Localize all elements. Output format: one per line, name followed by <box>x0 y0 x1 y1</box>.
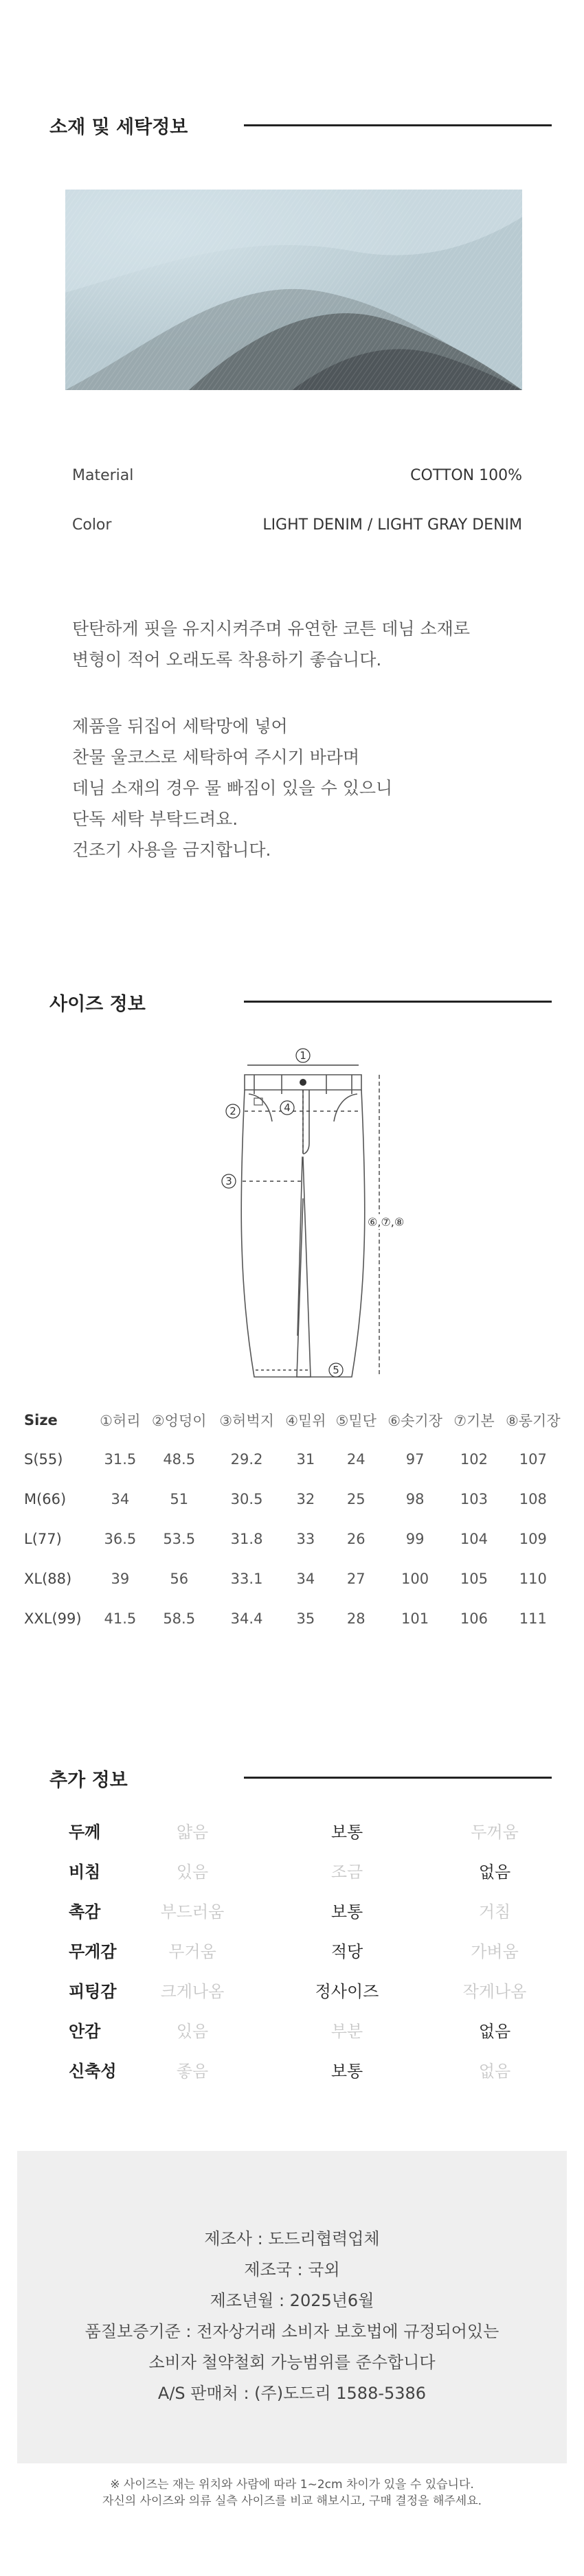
table-cell: 35 <box>296 1610 315 1627</box>
table-cell: 26 <box>346 1531 366 1547</box>
diagram-label-2: 2 <box>229 1105 236 1117</box>
washing-line: 데님 소재의 경우 물 빠짐이 있을 수 있으니 <box>72 778 393 798</box>
table-cell: 102 <box>460 1451 488 1468</box>
extra-info-label: 무게감 <box>69 1942 117 1961</box>
extra-info-option: 거침 <box>478 1902 511 1922</box>
material-section-title: 소재 및 세탁정보 <box>49 117 188 138</box>
extra-info-row <box>69 1933 563 1972</box>
washing-line: 제품을 뒤집어 세탁망에 넣어 <box>72 716 288 736</box>
table-cell: 99 <box>405 1531 425 1547</box>
table-cell: 28 <box>346 1610 366 1627</box>
manufacture-date-line: 제조년월 : 2025년6월 <box>210 2291 374 2310</box>
table-row <box>24 1599 567 1639</box>
table-cell: 111 <box>519 1610 547 1627</box>
header-hip: ②엉덩이 <box>151 1413 207 1429</box>
section-divider <box>244 124 552 126</box>
extra-info-option-selected: 없음 <box>478 2022 511 2041</box>
table-cell: 98 <box>405 1491 425 1507</box>
table-cell: 51 <box>170 1491 189 1507</box>
extra-info-option-selected: 보통 <box>330 2062 363 2081</box>
country-line: 제조국 : 국외 <box>244 2260 340 2279</box>
extra-info-label: 두께 <box>69 1823 101 1842</box>
quality-standard-line: 품질보증기준 : 전자상거래 소비자 보호법에 규정되어있는 <box>85 2322 499 2341</box>
table-cell: 30.5 <box>230 1491 263 1507</box>
material-value: COTTON 100% <box>410 467 522 484</box>
header-size: Size <box>24 1412 58 1428</box>
table-cell: 105 <box>460 1571 488 1587</box>
extra-info-label: 신축성 <box>69 2062 117 2081</box>
quality-standard-line-2: 소비자 철약철회 가능범위를 준수합니다 <box>148 2353 436 2372</box>
extra-info-row <box>69 1972 563 2012</box>
fabric-texture-image <box>65 190 522 390</box>
extra-info-label: 안감 <box>69 2022 101 2041</box>
table-cell: 27 <box>346 1571 366 1587</box>
table-cell: 107 <box>519 1451 547 1468</box>
extra-info-option: 부분 <box>330 2022 363 2041</box>
fabric-description <box>72 613 567 675</box>
description-line: 탄탄하게 핏을 유지시켜주며 유연한 코튼 데님 소재로 <box>72 619 470 639</box>
header-hem: ⑤밑단 <box>335 1413 377 1429</box>
extra-info-row <box>69 2012 563 2052</box>
size-table <box>24 1401 567 1639</box>
table-cell: 53.5 <box>163 1531 196 1547</box>
washing-instructions <box>72 711 567 865</box>
manufacturer-line: 제조사 : 도드리협력업체 <box>204 2229 380 2248</box>
extra-info-option: 없음 <box>478 2062 511 2081</box>
table-cell: 97 <box>405 1451 425 1468</box>
table-row <box>24 1519 567 1559</box>
header-regular-length: ⑦기본 <box>453 1413 495 1429</box>
extra-info-label: 촉감 <box>69 1902 101 1922</box>
extra-info-option: 있음 <box>176 1862 209 1882</box>
table-cell: 100 <box>401 1571 429 1587</box>
size-disclaimer <box>0 2476 584 2509</box>
table-cell: 24 <box>346 1451 366 1468</box>
table-cell: 33.1 <box>230 1571 263 1587</box>
table-cell: 104 <box>460 1531 488 1547</box>
extra-info-option: 작게나옴 <box>462 1982 527 2001</box>
size-name: XL(88) <box>24 1571 72 1587</box>
table-row <box>24 1439 567 1479</box>
extra-info-option-selected: 없음 <box>478 1862 511 1882</box>
table-cell: 48.5 <box>163 1451 196 1468</box>
table-cell: 41.5 <box>104 1610 137 1627</box>
header-waist: ①허리 <box>100 1413 141 1429</box>
extra-info-option-selected: 정사이즈 <box>315 1982 379 2001</box>
product-info-box <box>17 2151 567 2463</box>
size-name: L(77) <box>24 1531 62 1547</box>
disclaimer-line: 자신의 사이즈와 의류 실측 사이즈를 비교 해보시고, 구매 결정을 해주세요. <box>102 2494 482 2508</box>
size-table-header <box>24 1401 567 1439</box>
table-cell: 32 <box>296 1491 315 1507</box>
header-thigh: ③허벅지 <box>219 1413 274 1429</box>
table-cell: 109 <box>519 1531 547 1547</box>
extra-info-option: 무거움 <box>168 1942 216 1961</box>
extra-info-option: 두꺼움 <box>471 1823 519 1842</box>
table-cell: 34 <box>296 1571 315 1587</box>
size-name: S(55) <box>24 1451 63 1468</box>
size-name: M(66) <box>24 1491 67 1507</box>
color-label: Color <box>72 516 112 534</box>
table-cell: 25 <box>346 1491 366 1507</box>
extra-info-row <box>69 1893 563 1933</box>
extra-info-row <box>69 1813 563 1853</box>
washing-line: 건조기 사용을 금지합니다. <box>72 840 271 860</box>
extra-info-option: 조금 <box>330 1862 363 1882</box>
washing-line: 찬물 울코스로 세탁하여 주시기 바라며 <box>72 747 360 767</box>
table-cell: 101 <box>401 1610 429 1627</box>
extra-info-list <box>69 1813 563 2092</box>
table-row <box>24 1559 567 1599</box>
table-cell: 56 <box>170 1571 189 1587</box>
table-row <box>24 1479 567 1519</box>
header-rise: ④밑위 <box>285 1413 326 1429</box>
extra-info-option: 좋음 <box>176 2062 209 2081</box>
pants-diagram <box>206 1040 453 1384</box>
section-divider <box>244 1001 552 1003</box>
table-cell: 34 <box>111 1491 130 1507</box>
description-line: 변형이 적어 오래도록 착용하기 좋습니다. <box>72 650 382 670</box>
size-name: XXL(99) <box>24 1610 82 1627</box>
table-cell: 31 <box>296 1451 315 1468</box>
extra-info-label: 피팅감 <box>69 1982 117 2001</box>
table-cell: 108 <box>519 1491 547 1507</box>
table-cell: 110 <box>519 1571 547 1587</box>
table-cell: 33 <box>296 1531 315 1547</box>
size-section-title: 사이즈 정보 <box>49 994 146 1015</box>
washing-line: 단독 세탁 부탁드려요. <box>72 809 238 829</box>
extra-info-option: 얇음 <box>176 1823 209 1842</box>
extra-info-row <box>69 1853 563 1893</box>
table-cell: 36.5 <box>104 1531 137 1547</box>
extra-info-row <box>69 2052 563 2092</box>
extra-info-option-selected: 보통 <box>330 1902 363 1922</box>
material-label: Material <box>72 467 134 484</box>
table-cell: 31.8 <box>230 1531 263 1547</box>
table-cell: 58.5 <box>163 1610 196 1627</box>
table-cell: 34.4 <box>230 1610 263 1627</box>
extra-info-option: 있음 <box>176 2022 209 2041</box>
diagram-label-5: 5 <box>333 1364 339 1376</box>
extra-info-option-selected: 적당 <box>330 1942 363 1961</box>
table-cell: 31.5 <box>104 1451 137 1468</box>
extra-info-option: 부드러움 <box>160 1902 225 1922</box>
disclaimer-line: ※ 사이즈는 재는 위치와 사람에 따라 1~2cm 차이가 있을 수 있습니다. <box>110 2478 474 2492</box>
header-short-length: ⑥솟기장 <box>388 1413 442 1429</box>
section-divider <box>244 1777 552 1779</box>
table-cell: 103 <box>460 1491 488 1507</box>
header-long-length: ⑧롱기장 <box>505 1413 561 1429</box>
table-cell: 106 <box>460 1610 488 1627</box>
table-cell: 29.2 <box>230 1451 263 1468</box>
diagram-label-6-7-8: ⑥,⑦,⑧ <box>368 1216 405 1229</box>
diagram-label-1: 1 <box>300 1049 306 1062</box>
extra-info-option-selected: 보통 <box>330 1823 363 1842</box>
extra-info-label: 비침 <box>69 1862 101 1882</box>
extra-info-option: 크게나옴 <box>160 1982 225 2001</box>
color-value: LIGHT DENIM / LIGHT GRAY DENIM <box>262 516 522 534</box>
extra-section-title: 추가 정보 <box>49 1770 128 1791</box>
diagram-label-4: 4 <box>284 1102 291 1114</box>
as-contact-line: A/S 판매처 : (주)도드리 1588-5386 <box>157 2384 427 2403</box>
table-cell: 39 <box>111 1571 130 1587</box>
extra-info-option: 가벼움 <box>471 1942 519 1961</box>
diagram-label-3: 3 <box>225 1175 232 1187</box>
